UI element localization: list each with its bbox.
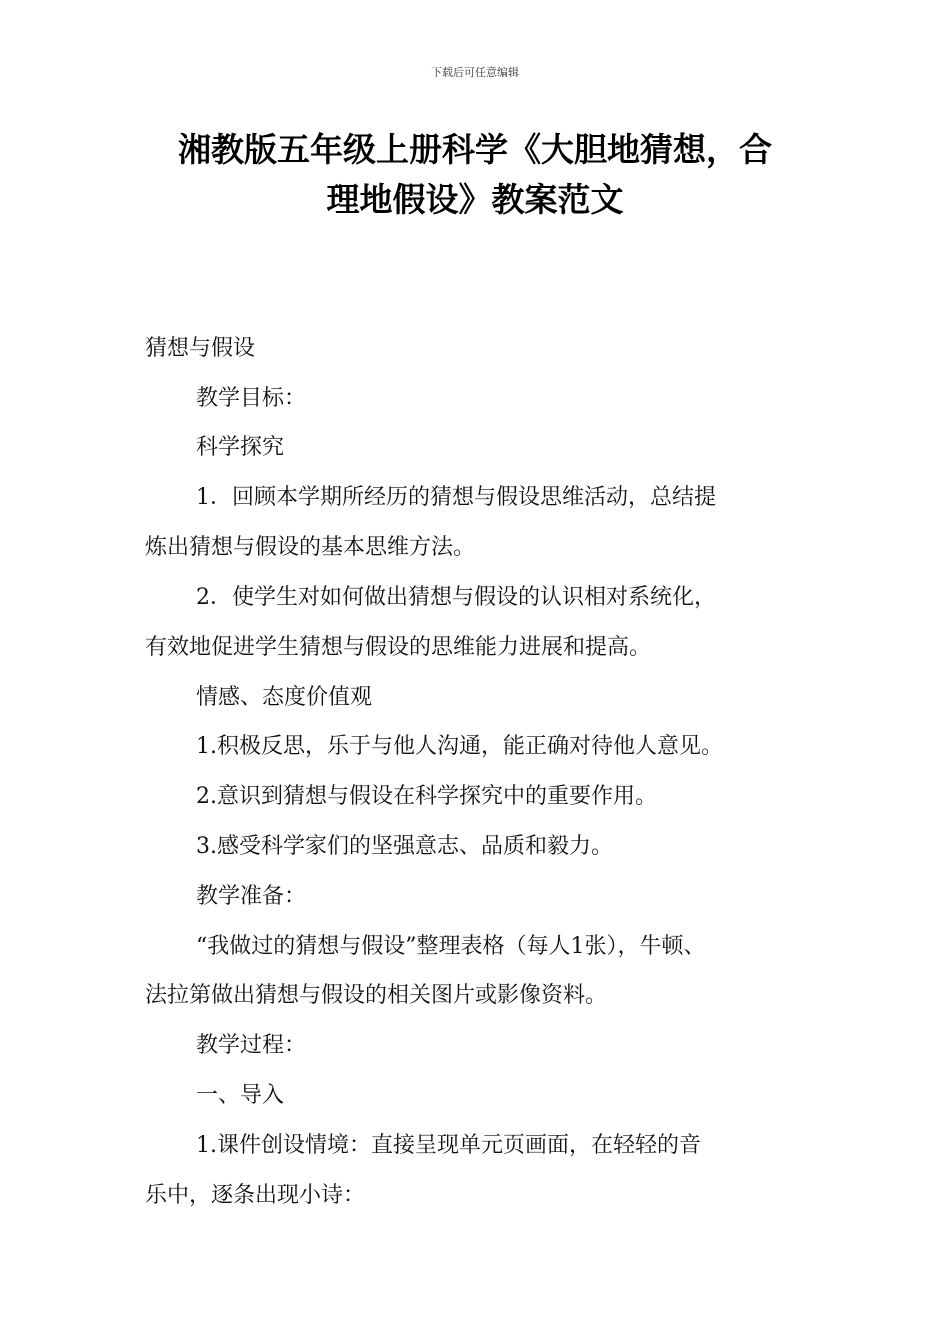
paragraph-line: 炼出猜想与假设的基本思维方法。 <box>145 535 476 560</box>
paragraph-line: 法拉第做出猜想与假设的相关图片或影像资料。 <box>145 983 608 1008</box>
document-title-line-2: 理地假设》教案范文 <box>326 180 624 219</box>
paragraph-line: 科学探究 <box>196 435 285 460</box>
paragraph-line: 教学目标： <box>196 386 307 411</box>
paragraph-line: 3.感受科学家们的坚强意志、品质和毅力。 <box>196 834 613 859</box>
paragraph-line: 教学过程： <box>196 1033 307 1058</box>
paragraph-line: 1.课件创设情境：直接呈现单元页画面，在轻轻的音 <box>196 1133 701 1158</box>
paragraph-line: 2．使学生对如何做出猜想与假设的认识相对系统化， <box>196 585 716 610</box>
paragraph-line: 乐中，逐条出现小诗： <box>145 1183 366 1208</box>
paragraph-line: 情感、态度价值观 <box>196 685 373 710</box>
document-title-line-1: 湘教版五年级上册科学《大胆地猜想，合 <box>178 130 772 169</box>
paragraph-line: 2.意识到猜想与假设在科学探究中的重要作用。 <box>196 784 657 809</box>
paragraph-line: “我做过的猜想与假设”整理表格（每人1张），牛顿、 <box>196 934 706 959</box>
section-heading: 猜想与假设 <box>145 336 256 361</box>
paragraph-line: 有效地促进学生猜想与假设的思维能力进展和提高。 <box>145 635 652 660</box>
paragraph-line: 1．回顾本学期所经历的猜想与假设思维活动，总结提 <box>196 485 716 510</box>
paragraph-line: 教学准备： <box>196 884 307 909</box>
paragraph-line: 一、导入 <box>196 1083 285 1108</box>
header-note: 下载后可任意编辑 <box>431 66 519 79</box>
paragraph-line: 1.积极反思，乐于与他人沟通，能正确对待他人意见。 <box>196 734 723 759</box>
